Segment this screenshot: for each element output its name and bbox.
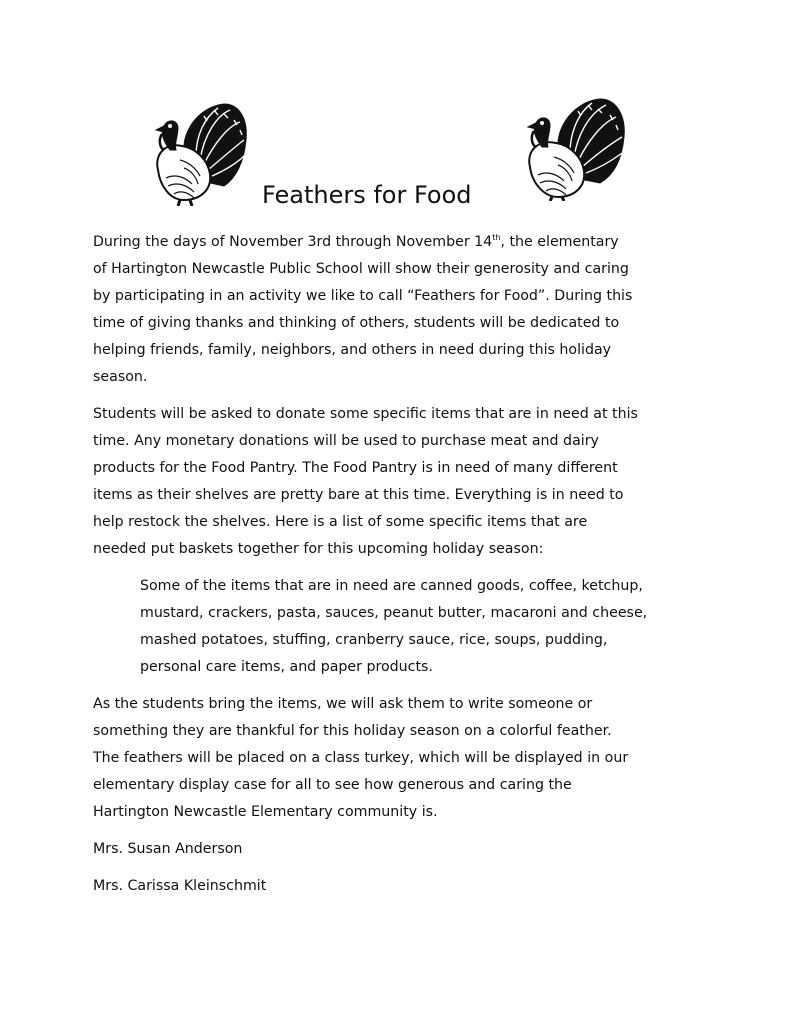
text-line: mustard, crackers, pasta, sauces, peanut butter, macaroni and cheese, — [140, 605, 648, 621]
text-line: elementary display case for all to see how generous and caring the — [93, 777, 572, 793]
text-line: Hartington Newcastle Elementary community is. — [93, 804, 438, 820]
text-line: by participating in an activity we like to call “Feathers for Food”. During this — [93, 288, 633, 304]
text-line: help restock the shelves. Here is a list of some specific items that are — [93, 514, 588, 530]
text-segment: During the days of November 3rd through November 14 — [93, 234, 493, 250]
signature-susan-anderson: Mrs. Susan Anderson — [93, 841, 243, 857]
document-body — [93, 229, 713, 900]
text-segment: , the elementary — [500, 234, 619, 250]
text-line: time of giving thanks and thinking of others, students will be dedicated to — [93, 315, 620, 331]
text-line: time. Any monetary donations will be used to purchase meat and dairy — [93, 433, 599, 449]
text-line: Students will be asked to donate some specific items that are in need at this — [93, 406, 638, 422]
text-line: helping friends, family, neighbors, and others in need during this holiday — [93, 342, 612, 358]
text-line: As the students bring the items, we will ask them to write someone or — [93, 696, 593, 712]
feather-paragraph — [93, 691, 713, 826]
text-line — [93, 229, 713, 256]
text-line: Some of the items that are in need are canned goods, coffee, ketchup, — [140, 578, 643, 594]
superscript: th — [492, 233, 501, 242]
text-line: of Hartington Newcastle Public School will show their generosity and caring — [93, 261, 629, 277]
paragraph-gap — [93, 563, 713, 573]
signature-carissa-kleinschmit: Mrs. Carissa Kleinschmit — [93, 878, 267, 894]
text-line: items as their shelves are pretty bare at this time. Everything is in need to — [93, 487, 624, 503]
item-list-paragraph — [93, 573, 713, 681]
text-line: mashed potatoes, stuffing, cranberry sauce, rice, soups, pudding, — [140, 632, 608, 648]
text-line: The feathers will be placed on a class turkey, which will be displayed in our — [93, 750, 629, 766]
text-line: season. — [93, 369, 148, 385]
text-line: personal care items, and paper products. — [140, 659, 433, 675]
page-title: Feathers for Food — [262, 181, 472, 209]
intro-paragraph — [93, 229, 713, 391]
text-line: something they are thankful for this holiday season on a colorful feather. — [93, 723, 612, 739]
turkey-icon — [516, 95, 626, 201]
donation-paragraph — [93, 401, 713, 563]
paragraph-gap — [93, 826, 713, 836]
turkey-icon — [144, 100, 248, 206]
paragraph-gap — [93, 863, 713, 873]
paragraph-gap — [93, 681, 713, 691]
text-line: products for the Food Pantry. The Food Pantry is in need of many different — [93, 460, 618, 476]
paragraph-gap — [93, 391, 713, 401]
text-line: needed put baskets together for this upcoming holiday season: — [93, 541, 544, 557]
